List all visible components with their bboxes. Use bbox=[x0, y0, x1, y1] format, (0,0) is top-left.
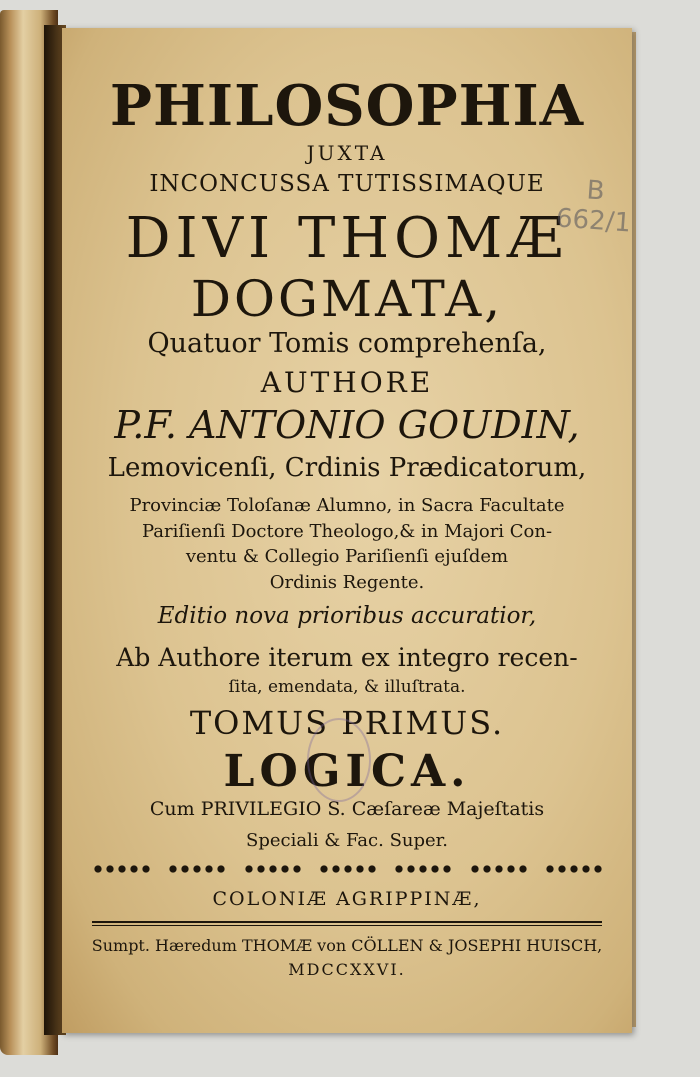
subtitle-juxta: JUXTA bbox=[306, 141, 388, 165]
author-credentials-3: ventu & Collegio Pariſienſi ejuſdem bbox=[185, 546, 509, 567]
ornament-icon bbox=[393, 863, 451, 875]
volume-label: TOMUS PRIMUS. bbox=[189, 704, 505, 742]
author-affiliation: Lemovicenſi, Crdinis Prædicatorum, bbox=[107, 453, 587, 483]
subtitle-dogmata: DOGMATA, bbox=[190, 270, 504, 328]
author-credentials-4: Ordinis Regente. bbox=[269, 572, 425, 593]
ornament-icon bbox=[92, 863, 150, 875]
volume-title: LOGICA. bbox=[223, 746, 471, 797]
ornament-icon bbox=[318, 863, 376, 875]
subtitle-divi-thomae: DIVI THOMÆ bbox=[125, 206, 569, 271]
author-credentials-1: Provinciæ Toloſanæ Alumno, in Sacra Facultate bbox=[129, 495, 565, 516]
imprint-year: MDCCXXVI. bbox=[288, 960, 406, 979]
ornament-icon bbox=[243, 863, 301, 875]
main-title: PHILOSOPHIA bbox=[109, 73, 585, 139]
edition-statement: Editio nova prioribus accuratior, bbox=[157, 603, 537, 629]
ornament-icon bbox=[469, 863, 527, 875]
author-credentials-2: Pariſienſi Doctore Theologo,& in Majori Con- bbox=[141, 521, 553, 542]
subtitle-inconcussa: INCONCUSSA TUTISSIMAQUE bbox=[149, 171, 545, 197]
revision-statement-2: ſita, emendata, & illuſtrata. bbox=[228, 677, 466, 697]
library-stamp bbox=[307, 718, 371, 802]
subtitle-quatuor: Quatuor Tomis comprehenſa, bbox=[147, 328, 547, 359]
authore-label: AUTHORE bbox=[260, 366, 434, 399]
author-name: P.F. ANTONIO GOUDIN, bbox=[114, 403, 580, 447]
printer-ornament-band bbox=[92, 860, 602, 878]
title-page bbox=[62, 28, 632, 1033]
imprint-printer: Sumpt. Hæredum THOMÆ von CÖLLEN & JOSEPHI HUISCH, bbox=[91, 936, 603, 955]
imprint-rule-thin bbox=[92, 925, 602, 926]
privilege-detail: Speciali & Fac. Super. bbox=[245, 830, 449, 851]
ornament-icon bbox=[167, 863, 225, 875]
imprint-place: COLONIÆ AGRIPPINÆ, bbox=[212, 888, 482, 910]
imprint-rule bbox=[92, 921, 602, 923]
privilege-statement: Cum PRIVILEGIO S. Cæſareæ Majeſtatis bbox=[149, 798, 545, 820]
handwritten-shelfmark: B 662/1 bbox=[555, 175, 632, 239]
ornament-icon bbox=[544, 863, 602, 875]
revision-statement-1: Ab Authore iterum ex integro recen- bbox=[116, 643, 578, 672]
